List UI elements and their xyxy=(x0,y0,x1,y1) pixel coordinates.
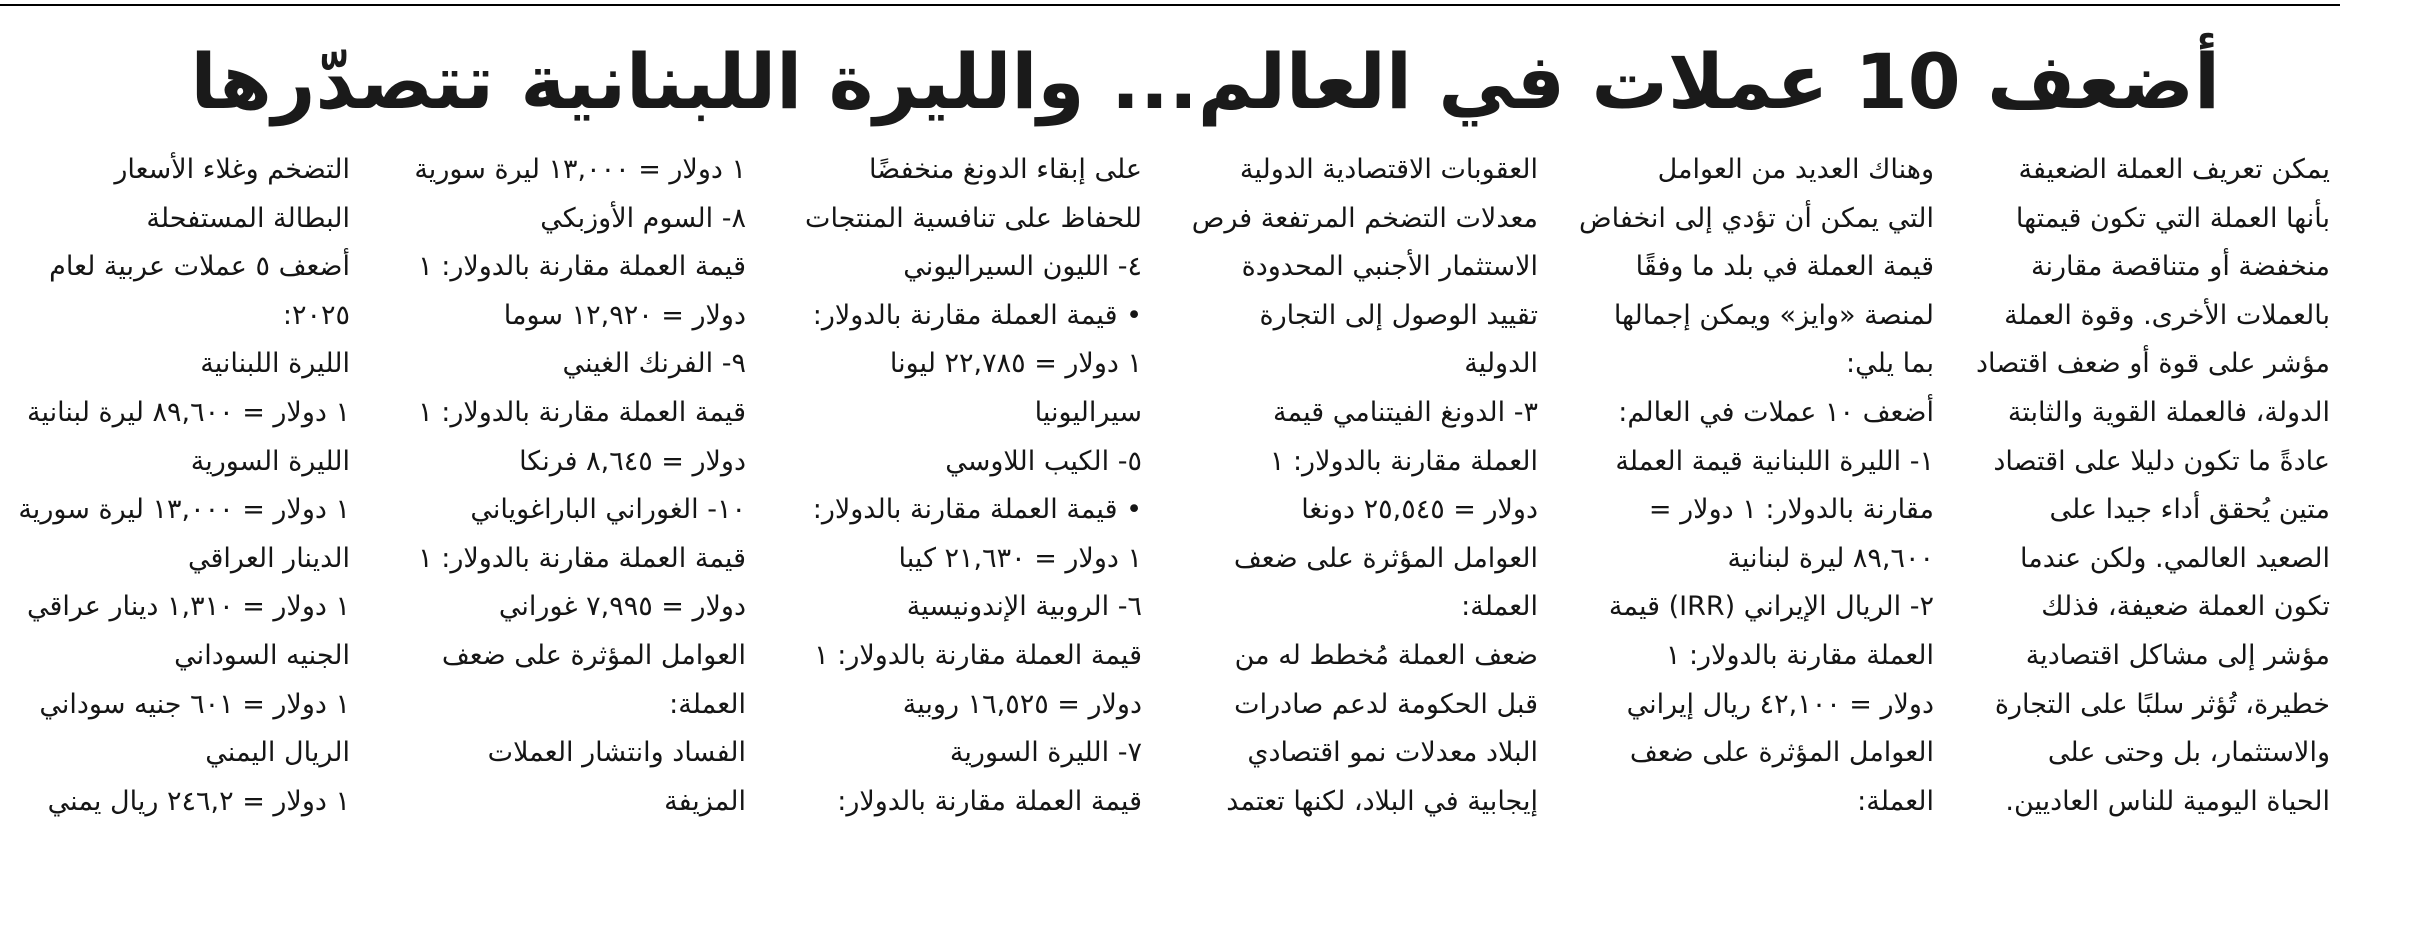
article-line: ١- الليرة اللبنانية قيمة العملة xyxy=(1615,445,1934,477)
article-line: العملة مقارنة بالدولار: ١ xyxy=(1665,639,1934,671)
article-line: البطالة المستفحلة xyxy=(146,202,350,234)
article-line: العملة مقارنة بالدولار: ١ xyxy=(1269,445,1538,477)
article-line: الليرة اللبنانية xyxy=(200,348,350,380)
article-line: ٤- الليون السيراليوني xyxy=(903,251,1142,283)
article-line: على إبقاء الدونغ منخفضًا xyxy=(868,154,1142,185)
article-line: منخفضة أو متناقصة مقارنة xyxy=(2030,251,2330,283)
article-line: قيمة العملة مقارنة بالدولار: ١ xyxy=(814,639,1142,671)
article-line: ٩- الفرنك الغيني xyxy=(562,348,746,380)
article-line: ١٠- الغوراني الباراغوياني xyxy=(470,494,746,526)
article-line: قيمة العملة مقارنة بالدولار: ١ xyxy=(418,251,746,283)
article-line: والاستثمار، بل وحتى على xyxy=(2047,737,2330,769)
article-line: الليرة السورية xyxy=(190,445,350,477)
article-line: ١ دولار = ١٣,٠٠٠ ليرة سورية xyxy=(414,154,746,185)
article-line: سيراليونيا xyxy=(1034,396,1142,428)
article-line: البلاد معدلات نمو اقتصادي xyxy=(1247,737,1538,769)
article-line: دولار = ٢٥,٥٤٥ دونغا xyxy=(1301,494,1538,526)
article-line: التي يمكن أن تؤدي إلى انخفاض xyxy=(1578,202,1934,234)
article-column-2 xyxy=(1578,146,1934,826)
article-line: الدينار العراقي xyxy=(188,542,350,574)
article-line: الريال اليمني xyxy=(205,737,350,769)
article-line: ٢- الريال الإيراني (IRR) قيمة xyxy=(1608,591,1934,623)
article-line: دولار = ٨,٦٤٥ فرنكا xyxy=(519,445,746,477)
article-line: العقوبات الاقتصادية الدولية xyxy=(1239,154,1538,185)
article-line: بأنها العملة التي تكون قيمتها xyxy=(2015,202,2330,234)
article-line: ٢٠٢٥: xyxy=(282,299,350,331)
article-line: ١ دولار = ٦٠١ جنيه سوداني xyxy=(39,688,350,720)
article-line: للحفاظ على تنافسية المنتجات xyxy=(805,202,1142,234)
article-line: قيمة العملة مقارنة بالدولار: ١ xyxy=(418,396,746,428)
article-line: إيجابية في البلاد، لكنها تعتمد xyxy=(1226,785,1538,817)
article-line: مؤشر إلى مشاكل اقتصادية xyxy=(2025,639,2330,671)
article-line: قيمة العملة مقارنة بالدولار: ١ xyxy=(418,542,746,574)
article-line: ٨- السوم الأوزبكي xyxy=(540,202,746,234)
article-line: معدلات التضخم المرتفعة فرص xyxy=(1191,202,1538,234)
article-line: ٣- الدونغ الفيتنامي قيمة xyxy=(1273,396,1538,428)
article-line: ٦- الروبية الإندونيسية xyxy=(906,591,1142,623)
article-line: العملة: xyxy=(1857,785,1934,817)
article-line: العوامل المؤثرة على ضعف xyxy=(441,639,746,671)
article-column-1 xyxy=(1974,146,2330,826)
article-line: العملة: xyxy=(669,688,746,720)
article-column-6 xyxy=(0,146,350,826)
article-line: الصعيد العالمي. ولكن عندما xyxy=(2020,542,2330,574)
article-line: لمنصة «وايز» ويمكن إجمالها xyxy=(1613,299,1934,331)
article-columns xyxy=(0,146,2330,826)
article-line: أضعف ٥ عملات عربية لعام xyxy=(49,251,350,283)
article-line: خطيرة، تُؤثر سلبًا على التجارة xyxy=(1994,688,2330,720)
article-line: بما يلي: xyxy=(1846,348,1934,380)
article-line: ضعف العملة مُخطط له من xyxy=(1234,639,1538,671)
article-line: قبل الحكومة لدعم صادرات xyxy=(1234,688,1538,720)
article-line: دولار = ١٦,٥٢٥ روبية xyxy=(902,688,1142,720)
article-line: • قيمة العملة مقارنة بالدولار: xyxy=(812,494,1142,526)
article-line: بالعملات الأخرى. وقوة العملة xyxy=(2004,299,2330,331)
article-line: دولار = ٤٢,١٠٠ ريال إيراني xyxy=(1626,688,1934,720)
article-line: ٨٩,٦٠٠ ليرة لبنانية xyxy=(1727,542,1934,574)
article-line: المزيفة xyxy=(664,785,746,817)
article-line: الجنيه السوداني xyxy=(174,639,350,671)
article-line: مؤشر على قوة أو ضعف اقتصاد xyxy=(1975,348,2330,380)
article-line: قيمة العملة في بلد ما وفقًا xyxy=(1635,251,1934,283)
article-line: ١ دولار = ٢١,٦٣٠ كيبا xyxy=(898,542,1142,574)
article-line: العوامل المؤثرة على ضعف xyxy=(1629,737,1934,769)
article-line: ١ دولار = ٢٢,٧٨٥ ليونا xyxy=(889,348,1142,380)
article-line: ٧- الليرة السورية xyxy=(949,737,1142,769)
article-column-3 xyxy=(1182,146,1538,826)
article-line: متين يُحقق أداء جيدا على xyxy=(2049,494,2330,526)
article-line: وهناك العديد من العوامل xyxy=(1657,154,1934,185)
article-line: تقييد الوصول إلى التجارة xyxy=(1259,299,1538,331)
article-line: • قيمة العملة مقارنة بالدولار: xyxy=(812,299,1142,331)
article-line: دولار = ١٢,٩٢٠ سوما xyxy=(503,299,746,331)
article-line: يمكن تعريف العملة الضعيفة xyxy=(2018,154,2330,185)
article-line: الدولية xyxy=(1464,348,1538,380)
article-line: ٥- الكيب اللاوسي xyxy=(945,445,1142,477)
top-rule xyxy=(0,4,2340,6)
article-line: ١ دولار = ٢٤٦,٢ ريال يمني xyxy=(47,785,350,817)
article-line: أضعف ١٠ عملات في العالم: xyxy=(1618,396,1934,428)
article-line: ١ دولار = ٨٩,٦٠٠ ليرة لبنانية xyxy=(27,396,350,428)
article-line: الدولة، فالعملة القوية والثابتة xyxy=(2007,396,2330,428)
article-line: العوامل المؤثرة على ضعف xyxy=(1233,542,1538,574)
article-line: الاستثمار الأجنبي المحدودة xyxy=(1241,251,1538,283)
article-line: ١ دولار = ١٣,٠٠٠ ليرة سورية xyxy=(18,494,350,526)
article-line: الفساد وانتشار العملات xyxy=(487,737,746,769)
article-column-4 xyxy=(786,146,1142,826)
article-line: مقارنة بالدولار: ١ دولار = xyxy=(1648,494,1934,526)
article-line: عادةً ما تكون دليلا على اقتصاد xyxy=(1993,445,2330,477)
article-line: الحياة اليومية للناس العاديين. xyxy=(2005,785,2330,817)
headline: أضعف 10 عملات في العالم... والليرة اللبنانية تتصدّرها xyxy=(190,37,2220,126)
article-line: ١ دولار = ١,٣١٠ دينار عراقي xyxy=(26,591,350,623)
article-line: التضخم وغلاء الأسعار xyxy=(114,154,350,185)
article-line: قيمة العملة مقارنة بالدولار: xyxy=(837,785,1142,817)
article-line: العملة: xyxy=(1461,591,1538,623)
article-line: تكون العملة ضعيفة، فذلك xyxy=(2041,591,2330,623)
article-line: دولار = ٧,٩٩٥ غوراني xyxy=(498,591,746,623)
article-column-5 xyxy=(390,146,746,826)
